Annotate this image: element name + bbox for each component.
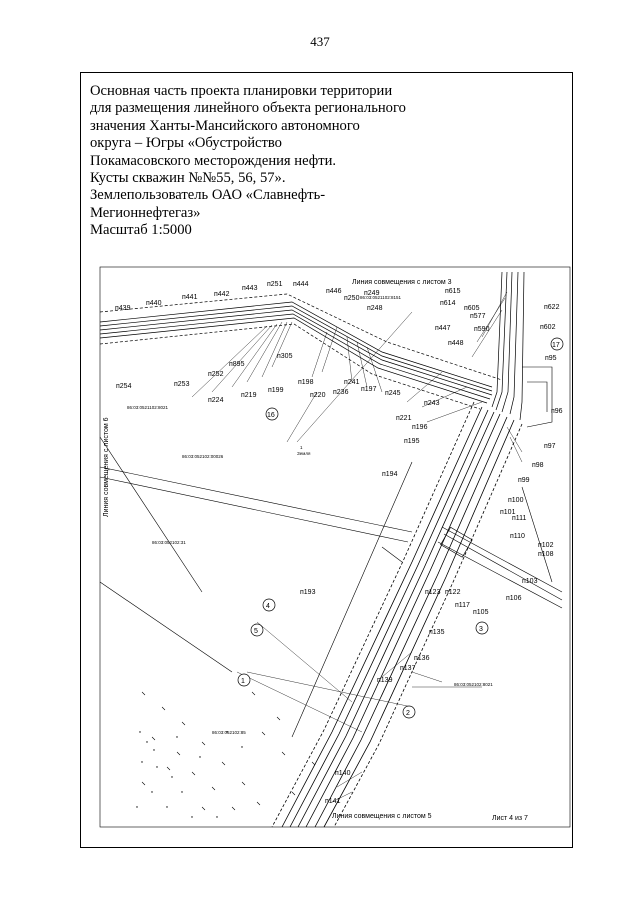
- point-label: п219: [241, 392, 257, 399]
- point-label: п441: [182, 294, 198, 301]
- point-label: п122: [445, 589, 461, 596]
- point-label: п95: [545, 355, 557, 362]
- point-label: п447: [435, 325, 451, 332]
- right-corridor: [492, 272, 524, 420]
- point-label: п220: [310, 392, 326, 399]
- point-label: п253: [174, 381, 190, 388]
- title-line: округа – Югры «Обустройство: [90, 135, 282, 152]
- point-label: п439: [115, 305, 131, 312]
- point-label: п250: [344, 295, 360, 302]
- point-label: п193: [300, 589, 316, 596]
- circle-marker-label: 3: [479, 626, 483, 633]
- cadastral-number: 86:03:0521102:8021: [127, 405, 168, 410]
- point-label: п106: [506, 595, 522, 602]
- point-label: п100: [508, 497, 524, 504]
- point-label: п605: [464, 305, 480, 312]
- point-label: п249: [364, 290, 380, 297]
- point-label: п103: [522, 578, 538, 585]
- point-label: п243: [424, 400, 440, 407]
- parcel-boundaries: [100, 437, 412, 737]
- title-line: Покамасовского месторождения нефти.: [90, 152, 337, 169]
- point-label: п96: [551, 408, 563, 415]
- title-block: [90, 83, 560, 240]
- point-label: п196: [412, 424, 428, 431]
- point-label: п305: [277, 353, 293, 360]
- title-line: Основная часть проекта планировки территории: [90, 83, 393, 99]
- match-line-left-label: Линия совмещения с листом 6: [103, 417, 110, 517]
- wetland-hatching: [142, 692, 315, 810]
- match-line-bottom-label: Линия совмещения с листом 5: [332, 813, 432, 820]
- point-label: п236: [333, 389, 349, 396]
- title-line: Кусты скважин №№55, 56, 57».: [90, 170, 286, 187]
- point-label: п194: [382, 471, 398, 478]
- ground-label: 1: [300, 445, 303, 450]
- point-label: п446: [326, 288, 342, 295]
- point-label: п251: [267, 281, 283, 288]
- point-label: п241: [344, 379, 360, 386]
- point-label: п111: [512, 515, 527, 522]
- point-label: п590: [474, 326, 490, 333]
- point-label: п108: [538, 551, 554, 558]
- circle-marker-label: 17: [552, 342, 560, 349]
- point-label: п139: [377, 677, 393, 684]
- point-label: п102: [538, 542, 554, 549]
- point-label: п444: [293, 281, 309, 288]
- point-label: п248: [367, 305, 383, 312]
- title-line: Мегионнефтегаз»: [90, 204, 201, 221]
- circle-marker-label: 4: [266, 603, 270, 610]
- point-label: п443: [242, 285, 258, 292]
- point-label: п105: [473, 609, 489, 616]
- point-label: п117: [455, 602, 470, 609]
- cadastral-number: 86:03:0521102:8151: [360, 295, 401, 300]
- point-label: п895: [229, 361, 245, 368]
- dots-area: [136, 731, 242, 817]
- circle-marker-label: 5: [254, 628, 258, 635]
- point-label: п197: [361, 386, 377, 393]
- point-label: п99: [518, 477, 530, 484]
- title-line: значения Ханты-Мансийского автономного: [90, 117, 360, 134]
- cadastral-number: 86:03:052102:85: [212, 730, 246, 735]
- cadastral-number: 86:03:052102:31: [152, 540, 186, 545]
- circle-marker-label: 2: [406, 710, 410, 717]
- point-label: п602: [540, 324, 556, 331]
- match-line-top-label: Линия совмещения с листом 3: [352, 279, 452, 286]
- point-label: п245: [385, 390, 401, 397]
- point-label: п97: [544, 443, 556, 450]
- top-corridor: [100, 294, 502, 409]
- point-label: п577: [470, 313, 486, 320]
- point-label: п140: [335, 770, 351, 777]
- point-label: п137: [400, 665, 416, 672]
- point-label: п224: [208, 397, 224, 404]
- point-label: п136: [414, 655, 430, 662]
- point-label: п110: [510, 533, 525, 540]
- point-label: п221: [396, 415, 412, 422]
- planning-map: [82, 262, 572, 842]
- title-line: Масштаб 1:5000: [90, 222, 192, 239]
- circle-marker-label: 1: [241, 678, 245, 685]
- leader-lines: [192, 292, 522, 802]
- point-label: п440: [146, 300, 162, 307]
- title-line: Землепользователь ОАО «Славнефть-: [90, 187, 326, 204]
- title-line: для размещения линейного объекта регионального: [90, 100, 406, 117]
- point-label: п123: [425, 589, 441, 596]
- point-label: п614: [440, 300, 456, 307]
- point-label: п448: [448, 340, 464, 347]
- map-border: [100, 267, 570, 827]
- page-number: 437: [310, 34, 330, 49]
- point-label: п199: [268, 387, 284, 394]
- right-box: [522, 367, 552, 427]
- point-label: п98: [532, 462, 544, 469]
- point-label: п254: [116, 383, 132, 390]
- sheet-label: Лист 4 из 7: [492, 815, 528, 822]
- point-label: п195: [404, 438, 420, 445]
- point-label: п442: [214, 291, 230, 298]
- cadastral-number: 86:03:052102:8021: [454, 682, 493, 687]
- point-label: п252: [208, 371, 224, 378]
- point-label: п101: [500, 509, 516, 516]
- point-label: п615: [445, 288, 461, 295]
- point-label: п198: [298, 379, 314, 386]
- ground-label: Земля: [297, 451, 311, 456]
- point-label: п622: [544, 304, 560, 311]
- point-label: п135: [429, 629, 445, 636]
- point-label: п141: [325, 798, 341, 805]
- circle-marker-label: 16: [267, 412, 275, 419]
- cadastral-number: 86:03:052102:00026: [182, 454, 224, 459]
